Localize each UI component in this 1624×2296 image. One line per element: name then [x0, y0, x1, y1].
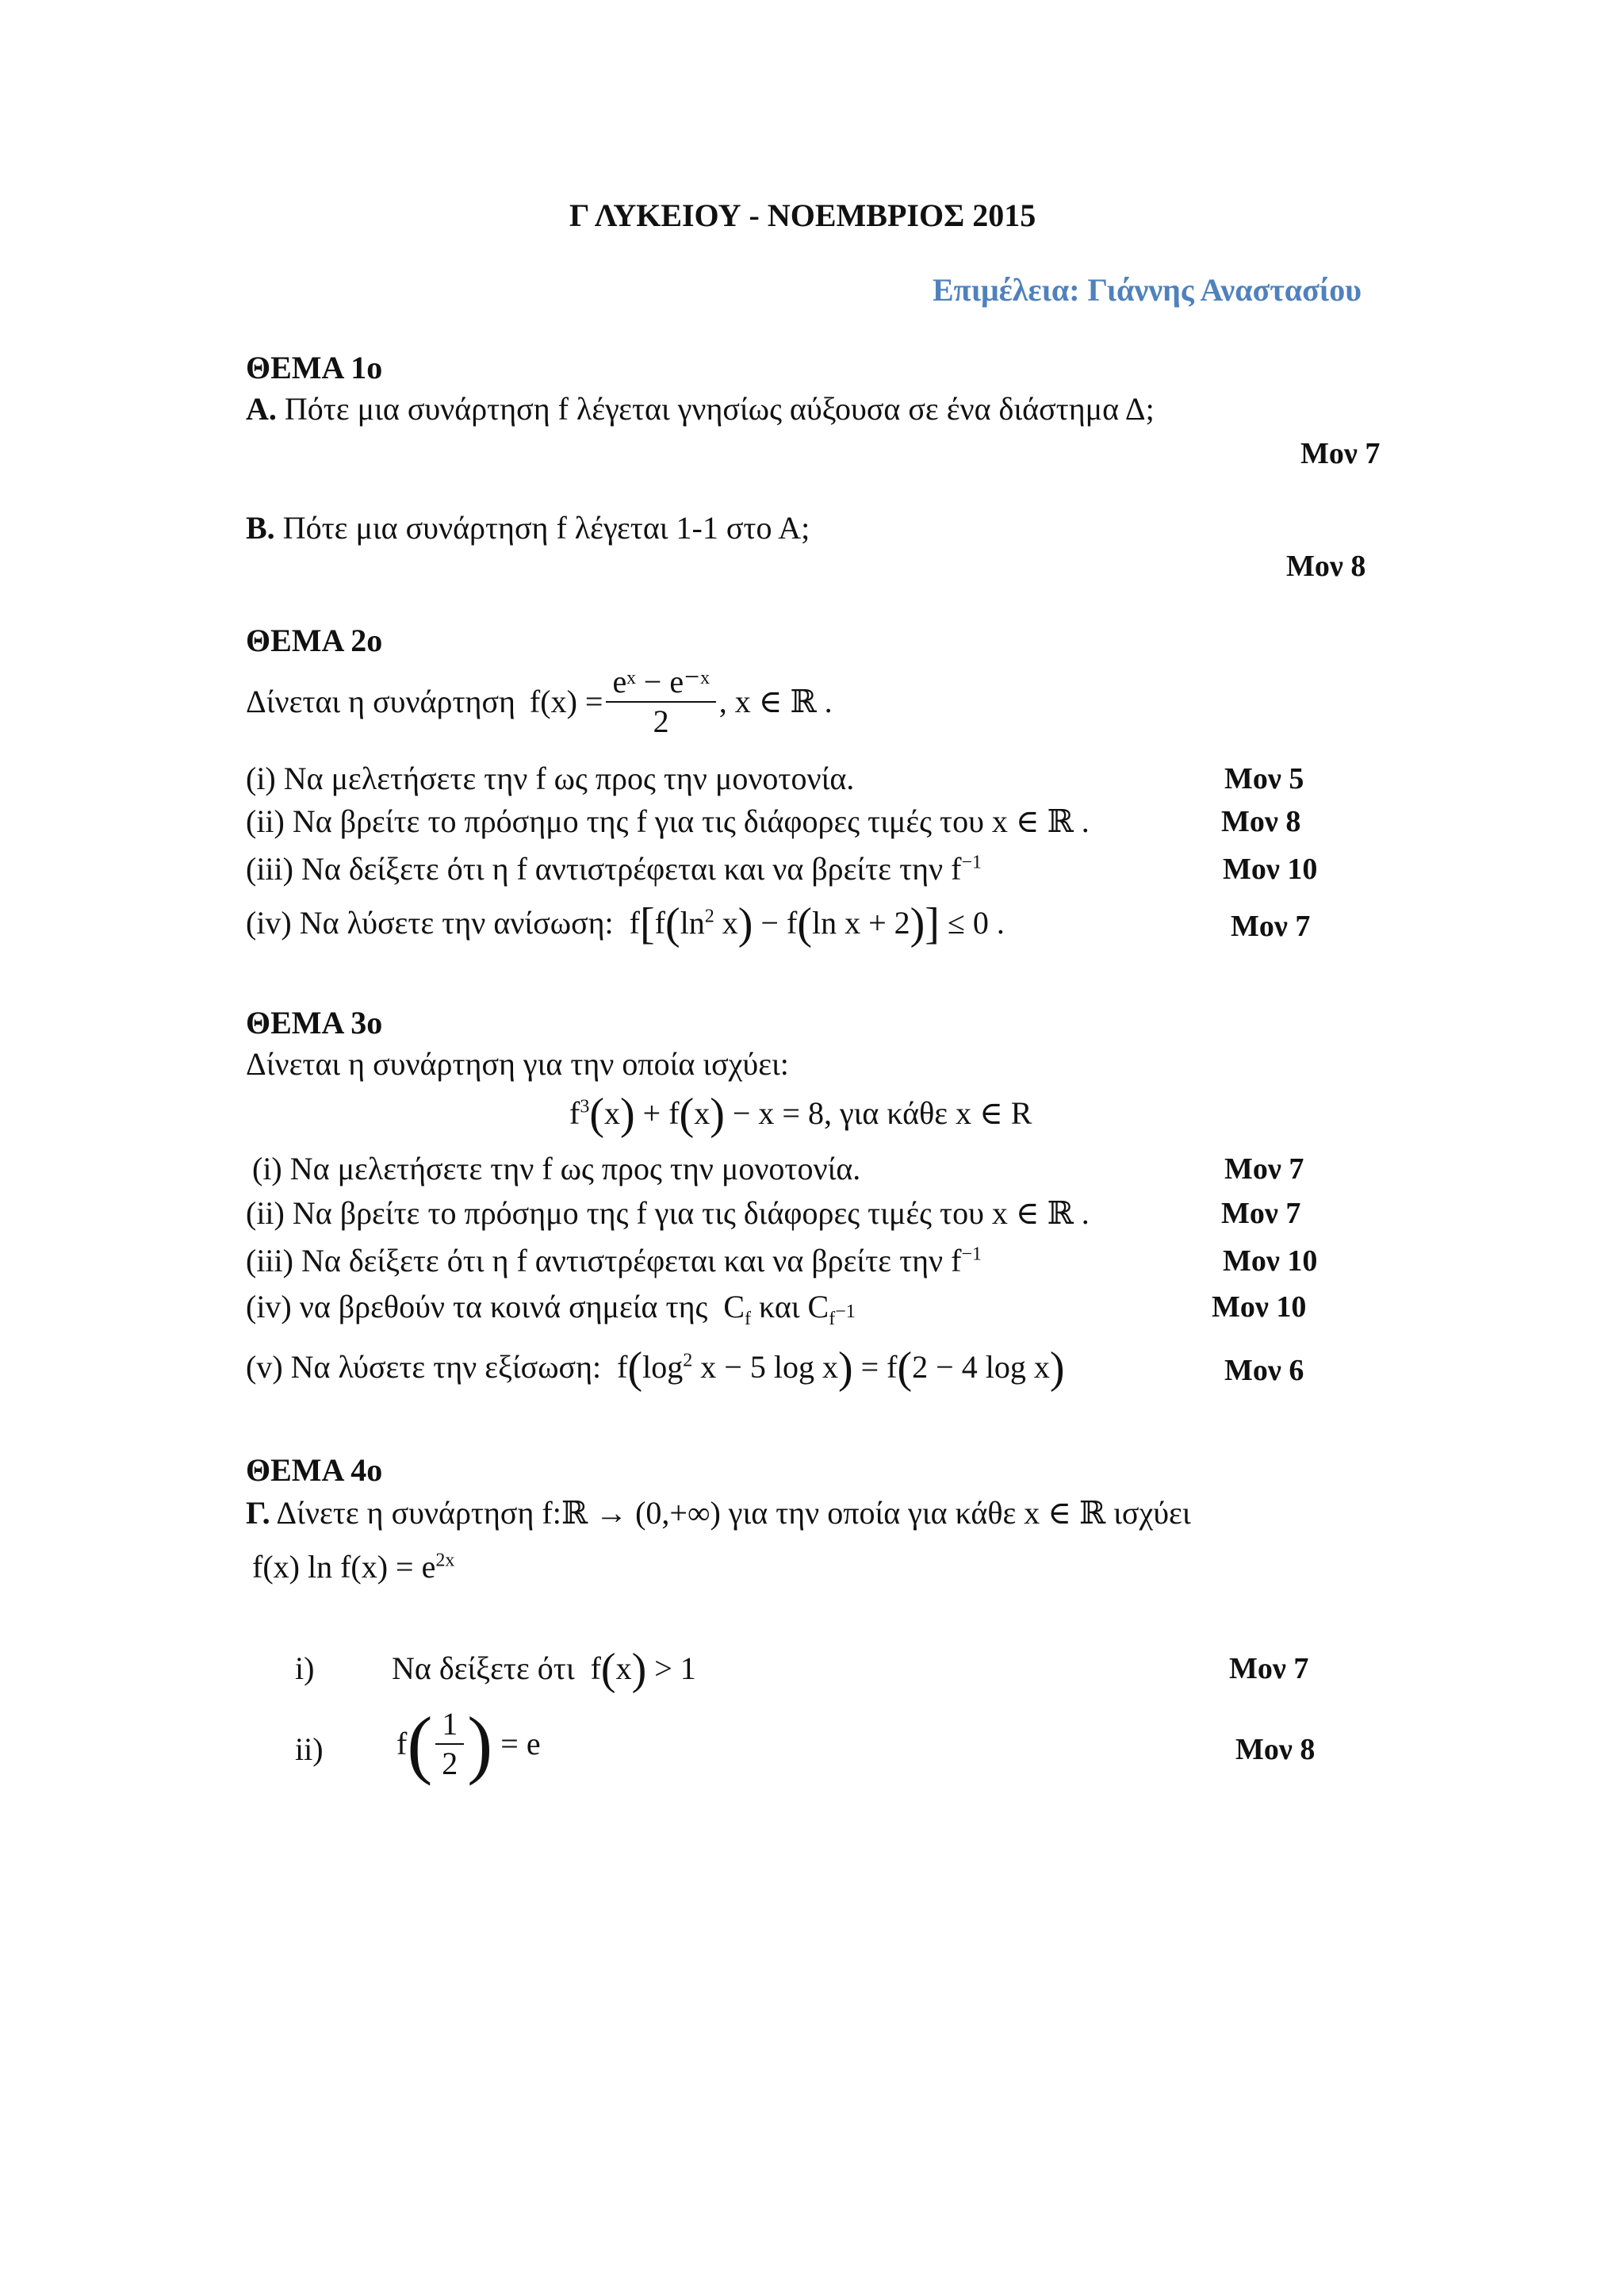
theme3-intro: Δίνεται η συνάρτηση για την οποία ισχύει: [246, 1046, 789, 1082]
theme3-item-4 [246, 1288, 856, 1329]
question-b-text: Πότε μια συνάρτηση f λέγεται 1-1 στο Α; [282, 510, 810, 546]
half-numerator: 1 [442, 1706, 458, 1742]
question-a-text: Πότε μια συνάρτηση f λέγεται γνησίως αύξουσα σε ένα διάστημα Δ; [284, 391, 1155, 427]
theme1-question-b [246, 509, 810, 547]
log-equation-formula: $f(\log^2$ x − 5 log x) = f(2 − 4 log x) [609, 1343, 1065, 1393]
theme3-item-5-points: Μον 6 [1224, 1354, 1304, 1387]
theme4-item-1-label: i) [295, 1650, 315, 1686]
item-2-f: f [396, 1726, 408, 1761]
item-5-text: (v) Να λύσετε την εξίσωση: [246, 1349, 602, 1385]
theme3-item-1-points: Μον 7 [1224, 1152, 1304, 1186]
item-1-formula: f(x) > 1 [582, 1645, 696, 1694]
item-3-text: (iii) Να δείξετε ότι η f αντιστρέφεται και να βρείτε την f [246, 1243, 962, 1278]
document-title: Γ ΛΥΚΕΙΟΥ - ΝΟΕΜΒΡΙΟΣ 2015 [569, 197, 1036, 233]
theme4-given [246, 1494, 1191, 1532]
question-g-text: Δίνετε η συνάρτηση f:ℝ → (0,+∞) για την οποία για κάθε x ∈ ℝ ισχύει [276, 1495, 1191, 1531]
theme2-item-3-points: Μον 10 [1223, 853, 1318, 886]
theme1-question-a [246, 390, 1155, 428]
theme1-b-points: Μον 8 [1286, 550, 1366, 583]
theme2-item-1-points: Μον 5 [1224, 762, 1304, 795]
theme2-item-2-points: Μον 8 [1221, 805, 1301, 838]
theme4-item-2 [396, 1701, 541, 1786]
item-4-text: (iv) να βρεθούν τα κοινά σημεία της [246, 1289, 708, 1324]
fraction-denominator: 2 [653, 703, 669, 739]
question-g-label: Γ. [246, 1495, 270, 1531]
theme4-item-1 [392, 1645, 696, 1694]
equation-formula: $f^3(x) + f(x) - x = 8$ [569, 1090, 824, 1139]
inverse-superscript: −1 [961, 1244, 982, 1265]
item-2-rhs: = e [492, 1726, 541, 1761]
theme3-item-2-points: Μον 7 [1221, 1197, 1301, 1230]
theme3-item-1: (i) Να μελετήσετε την f ως προς την μονοτονία. [252, 1151, 861, 1186]
theme2-item-1: (i) Να μελετήσετε την f ως προς την μονοτονία. [246, 761, 855, 796]
theme1-a-points: Μον 7 [1300, 437, 1381, 470]
item-1-text: Να δείξετε ότι [392, 1650, 575, 1686]
open-paren: ( [407, 1701, 433, 1786]
theme4-item-1-points: Μον 7 [1229, 1652, 1309, 1685]
theme2-item-2: (ii) Να βρείτε το πρόσημο της f για τις διάφορες τιμές του x ∈ ℝ . [246, 803, 1090, 839]
item-4-text: (iv) Να λύσετε την ανίσωση: [246, 905, 614, 941]
theme3-item-4-points: Μον 10 [1212, 1290, 1307, 1324]
condition-formula: f(x) $\ln f(x) = e^{2x}$ [252, 1549, 455, 1585]
theme4-item-2-label: ii) [295, 1731, 324, 1767]
theme3-heading: ΘΕΜΑ 3ο [246, 1005, 383, 1041]
theme2-item-4 [246, 899, 1005, 949]
theme3-item-3-points: Μον 10 [1223, 1244, 1318, 1278]
theme3-item-2: (ii) Να βρείτε το πρόσημο της f για τις διάφορες τιμές του x ∈ ℝ . [246, 1195, 1090, 1231]
half-denominator: 2 [442, 1746, 458, 1781]
item-3-text: (iii) Να δείξετε ότι η f αντιστρέφεται και να βρείτε την f [246, 851, 962, 887]
editor-credit: Επιμέλεια: Γιάννης Αναστασίου [933, 272, 1362, 308]
given-domain: , x ∈ ℝ . [718, 684, 833, 719]
theme3-equation [569, 1090, 1032, 1139]
theme2-item-4-points: Μον 7 [1231, 910, 1311, 943]
theme3-item-3 [246, 1242, 982, 1280]
theme4-condition [252, 1548, 454, 1586]
equation-tail: , για κάθε x ∈ R [823, 1095, 1032, 1131]
given-lhs: f(x) = [529, 684, 603, 719]
question-a-label: Α. [246, 391, 277, 427]
inverse-superscript: −1 [961, 852, 982, 873]
given-fraction [606, 663, 715, 741]
close-paren: ) [467, 1701, 493, 1786]
given-text: Δίνεται η συνάρτηση [246, 684, 515, 719]
theme2-given [246, 663, 833, 741]
graphs-formula: $C_f$ και $C_{f^{-1}}$ [715, 1289, 856, 1329]
theme1-heading: ΘΕΜΑ 1ο [246, 350, 383, 385]
half-fraction [435, 1705, 464, 1783]
theme4-item-2-points: Μον 8 [1235, 1733, 1316, 1766]
theme2-heading: ΘΕΜΑ 2ο [246, 623, 383, 658]
theme4-heading: ΘΕΜΑ 4ο [246, 1452, 383, 1488]
inequality-formula: $f[f(\ln^2$ x) − f(ln x + 2)] ≤ 0 . [621, 899, 1005, 949]
theme3-item-5 [246, 1343, 1065, 1393]
fraction-numerator: eˣ − e⁻ˣ [612, 664, 710, 700]
question-b-label: Β. [246, 510, 275, 546]
theme2-item-3 [246, 850, 982, 888]
